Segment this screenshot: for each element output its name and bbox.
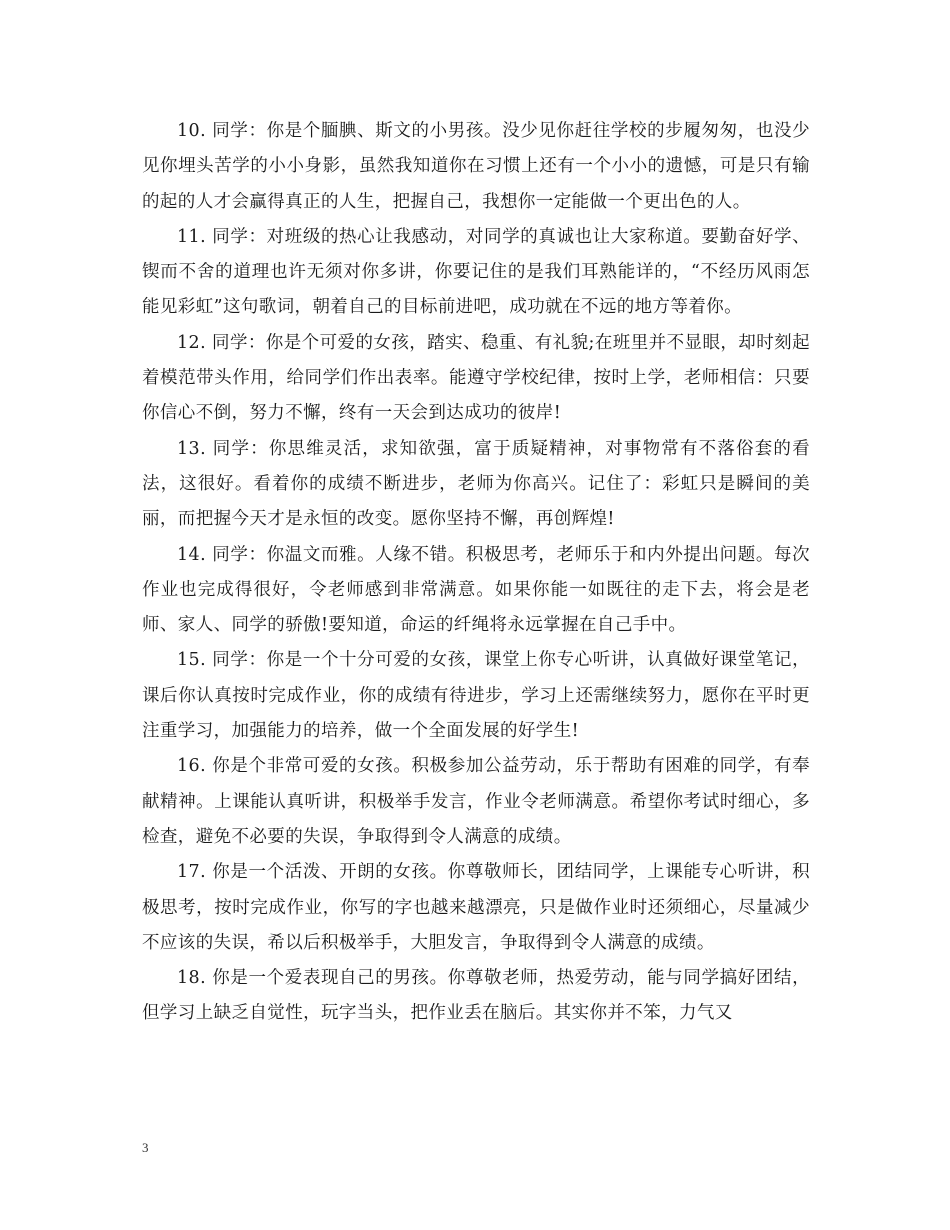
page-number: 3 bbox=[142, 1140, 149, 1155]
paragraph-18: 18. 你是一个爱表现自己的男孩。你尊敬老师，热爱劳动，能与同学搞好团结，但学习上缺乏自觉性，玩字当头，把作业丢在脑后。其实你并不笨，力气又 bbox=[142, 968, 810, 1024]
paragraph-16: 16. 你是个非常可爱的女孩。积极参加公益劳动，乐于帮助有困难的同学，有奉献精神。上课能认真听讲，积极举手发言，作业令老师满意。希望你考试时细心，多检查，避免不必要的失误，争取得到令人满意的成绩。 bbox=[142, 756, 810, 847]
paragraph-10: 10. 同学：你是个腼腆、斯文的小男孩。没少见你赶往学校的步履匆匆，也没少见你埋头苦学的小小身影，虽然我知道你在习惯上还有一个小小的遗憾，可是只有输的起的人才会赢得真正的人生，把握自己，我想你一定能做一个更出色的人。 bbox=[142, 121, 810, 212]
paragraph-17: 17. 你是一个活泼、开朗的女孩。你尊敬师长，团结同学，上课能专心听讲，积极思考，按时完成作业，你写的字也越来越漂亮，只是做作业时还须细心，尽量减少不应该的失误，希以后积极举手，大胆发言，争取得到令人满意的成绩。 bbox=[142, 862, 810, 953]
paragraph-14: 14. 同学：你温文而雅。人缘不错。积极思考，老师乐于和内外提出问题。每次作业也完成得很好，令老师感到非常满意。如果你能一如既往的走下去，将会是老师、家人、同学的骄傲!要知道，命运的纤绳将永远掌握在自己手中。 bbox=[142, 544, 810, 636]
paragraph-12: 12. 同学：你是个可爱的女孩，踏实、稳重、有礼貌;在班里并不显眼，却时刻起着模范带头作用，给同学们作出表率。能遵守学校纪律，按时上学，老师相信：只要你信心不倒，努力不懈，终有一天会到达成功的彼岸! bbox=[142, 332, 810, 424]
paragraph-15: 15. 同学：你是一个十分可爱的女孩，课堂上你专心听讲，认真做好课堂笔记，课后你认真按时完成作业，你的成绩有待进步，学习上还需继续努力，愿你在平时更注重学习，加强能力的培养，做一个全面发展的好学生! bbox=[142, 650, 810, 742]
paragraph-11: 11. 同学：对班级的热心让我感动，对同学的真诚也让大家称道。要勤奋好学、锲而不舍的道理也许无须对你多讲，你要记住的是我们耳熟能详的，“不经历风雨怎能见彩虹”这句歌词，朝着自己的目标前进吧，成功就在不远的地方等着你。 bbox=[142, 226, 810, 318]
paragraph-13: 13. 同学：你思维灵活，求知欲强，富于质疑精神，对事物常有不落俗套的看法，这很好。看着你的成绩不断进步，老师为你高兴。记住了：彩虹只是瞬间的美丽，而把握今天才是永恒的改变。愿你坚持不懈，再创辉煌! bbox=[142, 438, 810, 530]
document-body bbox=[142, 114, 810, 1032]
